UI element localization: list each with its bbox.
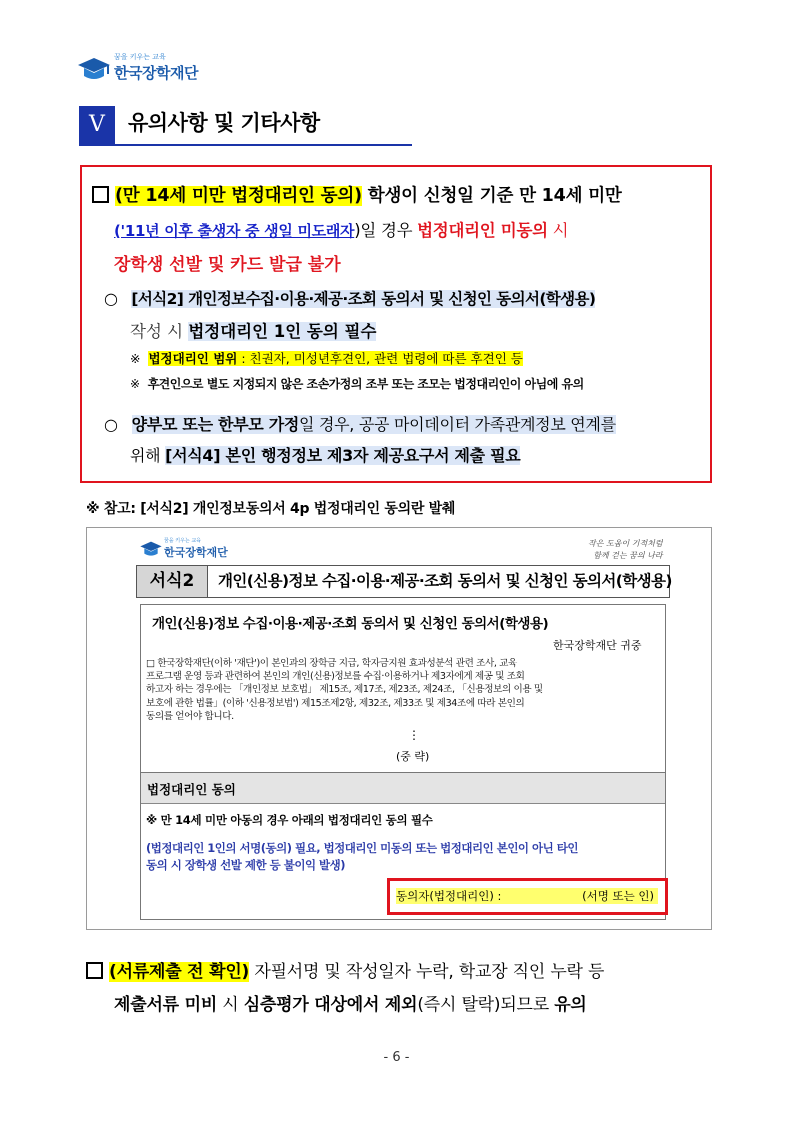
page-number: - 6 - (383, 1050, 410, 1065)
logo-slogan: 꿈을 키우는 교육 (114, 53, 166, 61)
form-tag: 서식2 (136, 565, 208, 598)
section-title: 유의사항 및 기타사항 (128, 111, 320, 135)
bullet-2-line-1: ○ 양부모 또는 한부모 가정일 경우, 공공 마이데이터 가족관계정보 연계를 (104, 415, 616, 434)
bullet-1-line-1: ○ [서식2] 개인정보수집·이용·제공·조회 동의서 및 신청인 동의서(학생용) (104, 289, 596, 308)
notice-2-line-1: (서류제출 전 확인) 자필서명 및 작성일자 누락, 학교장 직인 누락 등 (86, 957, 604, 982)
form-title: 개인(신용)정보 수집·이용·제공·조회 동의서 및 신청인 동의서(학생용) (208, 565, 670, 598)
guardian-warning: (법정대리인 1인의 서명(동의) 필요, 법정대리인 미동의 또는 법정대리인 본인이 아닌 타인 동의 시 장학생 선발 제한 등 불이익 발생) (146, 841, 578, 872)
bullet-circle-icon: ○ (104, 415, 118, 434)
logo-name: 한국장학재단 (114, 64, 198, 82)
guardian-consent-heading: 법정대리인 동의 (147, 782, 236, 797)
section-underline (79, 144, 412, 146)
excerpt-motto: 작은 도움이 기적처럼 함께 걷는 꿈의 나라 (588, 539, 663, 560)
checkbox-square-icon (86, 962, 103, 979)
notice-2-line-2: 제출서류 미비 시 심층평가 대상에서 제외(즉시 탈락)되므로 유의 (114, 995, 587, 1015)
highlight-rectangle (387, 878, 668, 915)
checkbox-square-icon (92, 186, 109, 203)
graduation-cap-icon (76, 54, 112, 84)
bullet-1-line-2: 작성 시 법정대리인 1인 동의 필수 (130, 322, 377, 341)
bullet-2-line-2: 위해 [서식4] 본인 행정정보 제3자 제공요구서 제출 필요 (130, 446, 521, 465)
graduation-cap-icon (138, 539, 164, 559)
signer-field: 동의자(법정대리인) : (서명 또는 인) (396, 888, 658, 904)
ellipsis: ⋮ (408, 728, 420, 742)
birth-condition: ('11년 이후 출생자 중 생일 미도래자 (114, 222, 355, 240)
notice-line-1: (만 14세 미만 법정대리인 동의) 학생이 신청일 기준 만 14세 미만 (92, 182, 622, 207)
notice-line-2: ('11년 이후 출생자 중 생일 미도래자)일 경우 법정대리인 미동의 시 (114, 221, 569, 240)
doc-addressee: 한국장학재단 귀중 (553, 639, 642, 652)
bullet-circle-icon: ○ (104, 289, 118, 308)
note-1: ※ 법정대리인 범위 : 친권자, 미성년후견인, 관련 법령에 따른 후견인 등 (130, 351, 523, 366)
doc-title: 개인(신용)정보 수집·이용·제공·조회 동의서 및 신청인 동의서(학생용) (152, 616, 549, 632)
omitted-note: (중 략) (396, 750, 430, 763)
note-2: ※ 후견인으로 별도 지정되지 않은 조손가정의 조부 또는 조모는 법정대리인이 아님에 유의 (130, 377, 584, 391)
guardian-requirement: ※ 만 14세 미만 아동의 경우 아래의 법정대리인 동의 필수 (146, 813, 433, 827)
section-badge: Ⅴ (79, 106, 115, 144)
doc-paragraph: □ 한국장학재단(이하 '재단')이 본인과의 장학금 지급, 학자금지원 효과성분석 관련 조사, 교육 프로그램 운영 등과 관련하여 본인의 개인(신용)정보를 수집·이용하거나 제3자에게 제공 및 조회 하고자 하는 경우에는 「개인정보 보호법」 제15조, 제17조, 제23조, 제24조, 「신용정보의 이용 및 보호에 관한 법률」(이하 '신용정보법') 제15조제2항, 제32조, 제33조 및 제34조에 따라 본인의 동의를 얻어야 합니다. (146, 658, 543, 722)
notice-line-3: 장학생 선발 및 카드 발급 불가 (114, 255, 341, 275)
logo (76, 52, 196, 84)
notice-heading-1: (만 14세 미만 법정대리인 동의) (115, 186, 362, 206)
reference-label: ※ 참고: [서식2] 개인정보동의서 4p 법정대리인 동의란 발췌 (86, 501, 456, 517)
